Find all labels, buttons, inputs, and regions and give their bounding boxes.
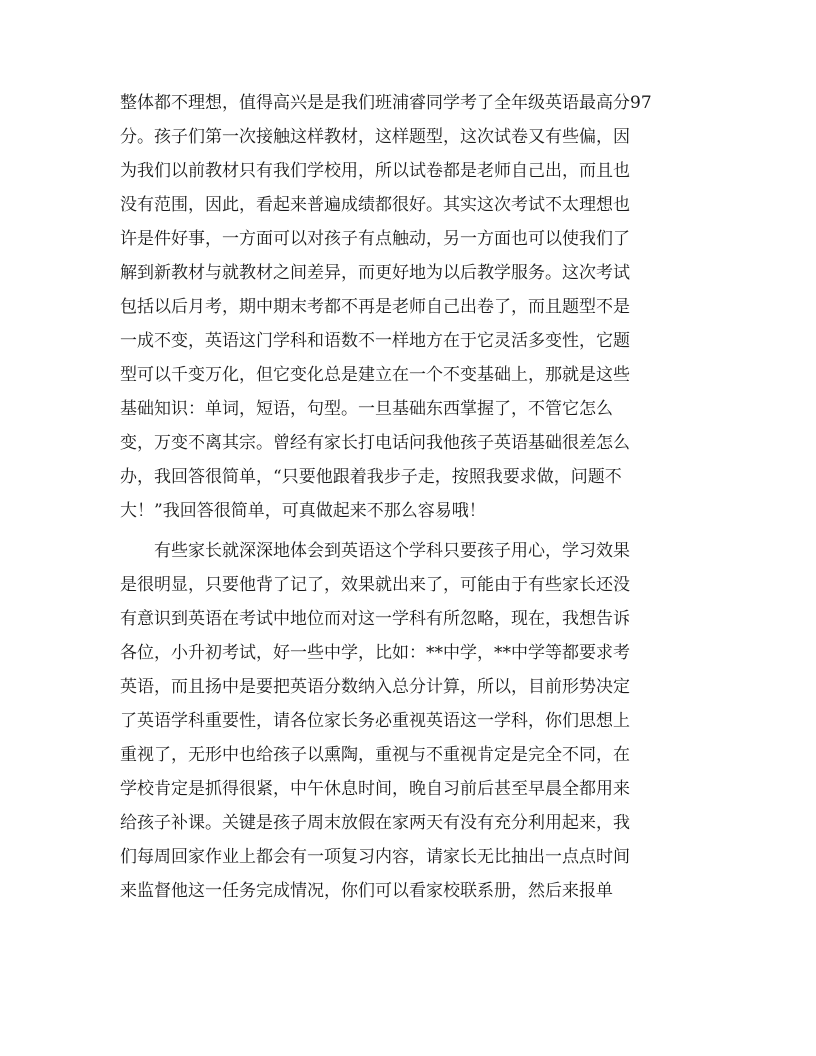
text-line-12: 办，我回答很简单，“只要他跟着我步子走，按照我要求做，问题不 <box>120 467 622 487</box>
text-line-17: 各位，小升初考试，好一些中学，比如：**中学，**中学等都要求考 <box>120 643 630 663</box>
text-line-10: 基础知识：单词，短语，句型。一旦基础东西掌握了，不管它怎么 <box>120 399 613 419</box>
text-line-15: 是很明显，只要他背了记了，效果就出来了，可能由于有些家长还没 <box>120 575 630 595</box>
text-line-16: 有意识到英语在考试中地位而对这一学科有所忽略，现在，我想告诉 <box>120 609 630 629</box>
text-line-8: 一成不变，英语这门学科和语数不一样地方在于它灵活多变性，它题 <box>120 331 630 351</box>
text-line-5: 许是件好事，一方面可以对孩子有点触动，另一方面也可以使我们了 <box>120 229 630 249</box>
text-line-23: 们每周回家作业上都会有一项复习内容，请家长无比抽出一点点时间 <box>120 847 630 867</box>
text-line-7: 包括以后月考，期中期末考都不再是老师自己出卷了，而且题型不是 <box>120 297 630 317</box>
text-line-2: 分。孩子们第一次接触这样教材，这样题型，这次试卷又有些偏，因 <box>120 127 630 147</box>
text-line-21: 学校肯定是抓得很紧，中午休息时间，晚自习前后甚至早晨全都用来 <box>120 779 630 799</box>
text-line-11: 变，万变不离其宗。曾经有家长打电话问我他孩子英语基础很差怎么 <box>120 433 630 453</box>
text-line-1: 整体都不理想，值得高兴是是我们班浦睿同学考了全年级英语最高分97 <box>120 93 652 113</box>
text-line-18: 英语，而且扬中是要把英语分数纳入总分计算，所以，目前形势决定 <box>120 677 630 697</box>
text-line-3: 为我们以前教材只有我们学校用，所以试卷都是老师自己出，而且也 <box>120 161 630 181</box>
text-line-6: 解到新教材与就教材之间差异，而更好地为以后教学服务。这次考试 <box>120 263 630 283</box>
text-line-14: 有些家长就深深地体会到英语这个学科只要孩子用心，学习效果 <box>120 541 630 561</box>
text-line-4: 没有范围，因此，看起来普遍成绩都很好。其实这次考试不太理想也 <box>120 195 630 215</box>
text-line-22: 给孩子补课。关键是孩子周末放假在家两天有没有充分利用起来，我 <box>120 813 630 833</box>
text-line-20: 重视了，无形中也给孩子以熏陶，重视与不重视肯定是完全不同，在 <box>120 745 630 765</box>
text-line-19: 了英语学科重要性，请各位家长务必重视英语这一学科，你们思想上 <box>120 711 630 731</box>
text-line-24: 来监督他这一任务完成情况，你们可以看家校联系册，然后来报单 <box>120 881 613 901</box>
text-line-13: 大！”我回答很简单，可真做起来不那么容易哦！ <box>120 501 486 521</box>
text-line-9: 型可以千变万化，但它变化总是建立在一个不变基础上，那就是这些 <box>120 365 630 385</box>
